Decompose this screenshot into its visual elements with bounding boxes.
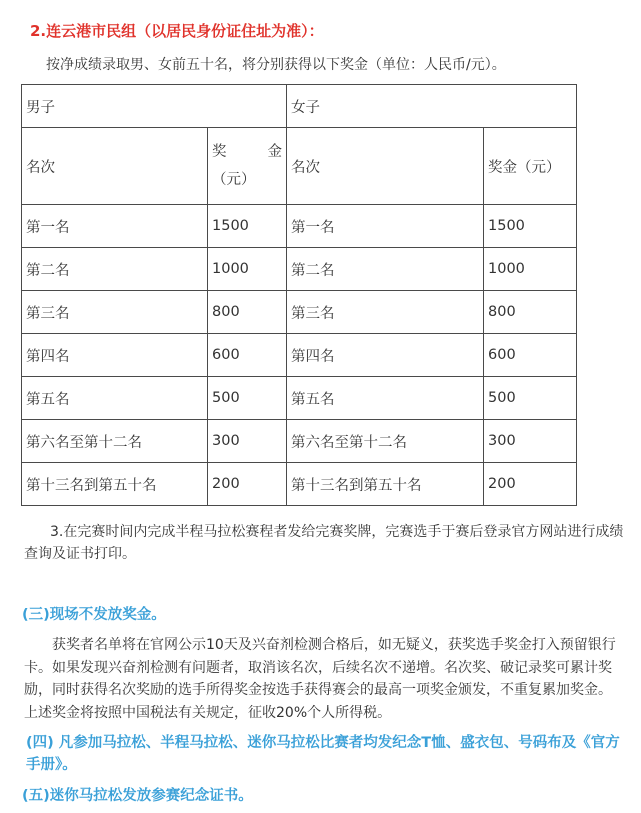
male-rank: 第一名	[22, 205, 208, 248]
table-row	[22, 334, 577, 377]
male-money: 500	[208, 377, 287, 420]
male-money-header-b: 金	[267, 144, 282, 160]
male-rank: 第四名	[22, 334, 208, 377]
female-money: 200	[484, 463, 577, 506]
male-money-header	[208, 128, 287, 205]
female-money: 1000	[484, 248, 577, 291]
table-row	[22, 205, 577, 248]
male-rank: 第二名	[22, 248, 208, 291]
male-money: 800	[208, 291, 287, 334]
female-money: 500	[484, 377, 577, 420]
section3-title: (三)现场不发放奖金。	[22, 607, 166, 623]
section4-title: (四) 凡参加马拉松、半程马拉松、迷你马拉松比赛者均发纪念T恤、盛衣包、号码布及《官方手册》。	[26, 735, 620, 773]
female-money: 600	[484, 334, 577, 377]
male-money: 200	[208, 463, 287, 506]
male-rank-header: 名次	[22, 128, 208, 205]
male-rank: 第三名	[22, 291, 208, 334]
male-label: 男子	[22, 85, 287, 128]
male-rank: 第五名	[22, 377, 208, 420]
female-rank-header: 名次	[287, 128, 484, 205]
male-money: 1500	[208, 205, 287, 248]
female-label: 女子	[287, 85, 577, 128]
table-row	[22, 463, 577, 506]
male-rank: 第六名至第十二名	[22, 420, 208, 463]
male-rank: 第十三名到第五十名	[22, 463, 208, 506]
table-row	[22, 291, 577, 334]
female-money: 1500	[484, 205, 577, 248]
table-row	[22, 377, 577, 420]
female-money: 300	[484, 420, 577, 463]
table-row	[22, 248, 577, 291]
male-money: 1000	[208, 248, 287, 291]
female-rank: 第三名	[287, 291, 484, 334]
female-rank: 第五名	[287, 377, 484, 420]
section-heading-lianyungang: 2.连云港市民组（以居民身份证住址为准）：	[30, 22, 324, 40]
female-money-header: 奖金（元）	[484, 128, 577, 205]
male-money: 600	[208, 334, 287, 377]
male-money-header-c: （元）	[212, 172, 256, 188]
female-rank: 第二名	[287, 248, 484, 291]
table-row	[22, 420, 577, 463]
table-column-row	[22, 128, 577, 205]
female-money: 800	[484, 291, 577, 334]
section3-body: 获奖者名单将在官网公示10天及兴奋剂检测合格后，如无疑义，获奖选手奖金打入预留银行卡。如果发现兴奋剂检测有问题者，取消该名次，后续名次不递增。名次奖、破记录奖可累计奖励，同时获得名次奖励的选手所得奖金按选手获得赛会的最高一项奖金颁发，不重复累加奖金。上述奖金将按照中国税法有关规定，征收20%个人所得税。	[24, 637, 616, 721]
prize-table	[21, 84, 577, 506]
table-header-row	[22, 85, 577, 128]
finisher-medal-paragraph: 3.在完赛时间内完成半程马拉松赛程者发给完赛奖牌，完赛选手于赛后登录官方网站进行成绩查询及证书打印。	[24, 524, 624, 562]
intro-text: 按净成绩录取男、女前五十名，将分别获得以下奖金（单位：人民币/元）。	[46, 57, 506, 73]
female-rank: 第十三名到第五十名	[287, 463, 484, 506]
female-rank: 第一名	[287, 205, 484, 248]
male-money-header-a: 奖	[212, 144, 227, 160]
male-money: 300	[208, 420, 287, 463]
female-rank: 第四名	[287, 334, 484, 377]
female-rank: 第六名至第十二名	[287, 420, 484, 463]
section5-title: (五)迷你马拉松发放参赛纪念证书。	[22, 788, 253, 804]
